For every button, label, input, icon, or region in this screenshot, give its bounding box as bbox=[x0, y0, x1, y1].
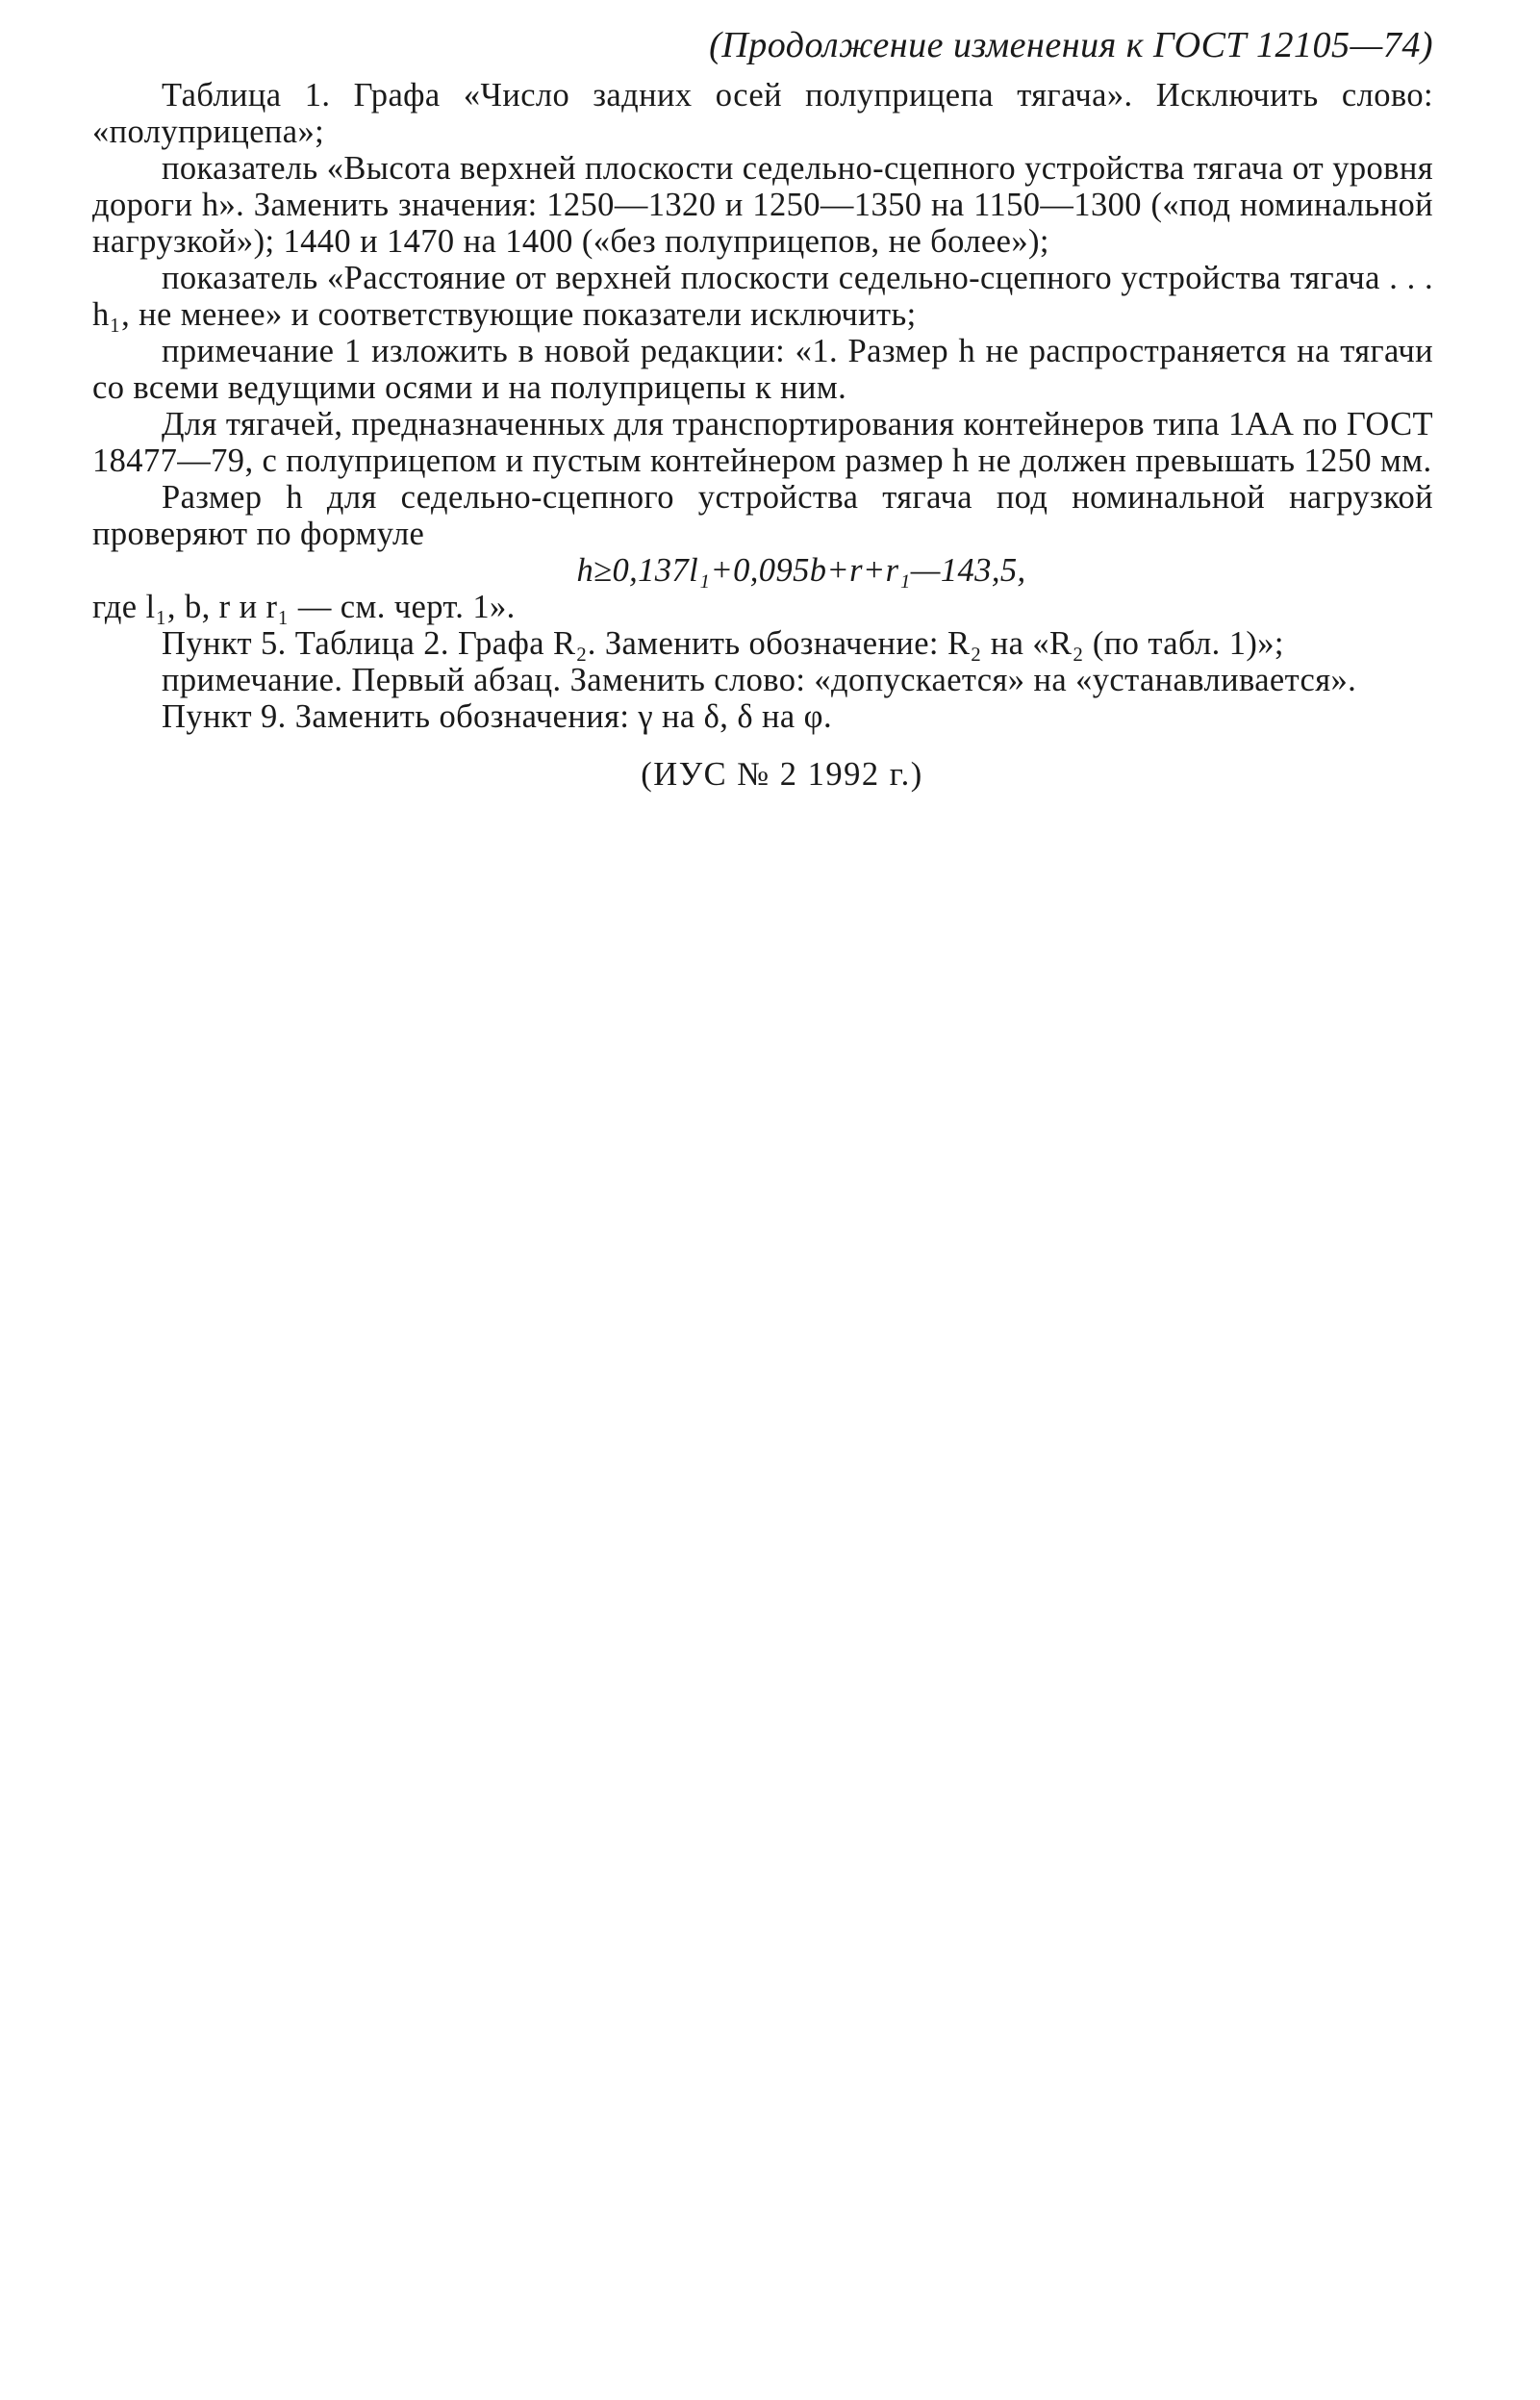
paragraph-formula-intro: Размер h для седельно-сцепного устройства тягача под номинальной нагрузкой проверяют по формуле bbox=[92, 479, 1433, 552]
document-body bbox=[92, 77, 1433, 793]
paragraph-table1: Таблица 1. Графа «Число задних осей полуприцепа тягача». Исключить слово: «полуприцепа»; bbox=[92, 77, 1433, 150]
paragraph-distance-indicator: показатель «Расстояние от верхней плоскости седельно-сцепного устройства тягача . . . h₁, не менее» и соответствующие показатели исключить; bbox=[92, 260, 1433, 333]
paragraph-item5: Пункт 5. Таблица 2. Графа R₂. Заменить обозначение: R₂ на «R₂ (по табл. 1)»; bbox=[162, 625, 1284, 662]
paragraph-containers: Для тягачей, предназначенных для транспортирования контейнеров типа 1АА по ГОСТ 18477—79, с полуприцепом и пустым контейнером размер h не должен превышать 1250 мм. bbox=[92, 406, 1433, 479]
paragraph-height-indicator: показатель «Высота верхней плоскости седельно-сцепного устройства тягача от уровня дороги h». Заменить значения: 1250—1320 и 1250—1350 на 1150—1300 («под номинальной нагрузкой»); 1440 и 1470 на 1400 («без полуприцепов, не более»); bbox=[92, 150, 1433, 260]
paragraph-note1: примечание 1 изложить в новой редакции: «1. Размер h не распространяется на тягачи со всеми ведущими осями и на полуприцепы к ним. bbox=[92, 333, 1433, 406]
formula-where-line: где l₁, b, r и r₁ — см. черт. 1». bbox=[92, 589, 516, 625]
issue-reference: (ИУС № 2 1992 г.) bbox=[641, 756, 923, 793]
continuation-header: (Продолжение изменения к ГОСТ 12105—74) bbox=[709, 25, 1433, 65]
formula: h≥0,137l₁+0,095b+r+r₁—143,5, bbox=[576, 552, 1026, 589]
paragraph-note-first: примечание. Первый абзац. Заменить слово: «допускается» на «устанавливается». bbox=[162, 662, 1357, 698]
paragraph-item9: Пункт 9. Заменить обозначения: γ на δ, δ на φ. bbox=[162, 698, 832, 735]
